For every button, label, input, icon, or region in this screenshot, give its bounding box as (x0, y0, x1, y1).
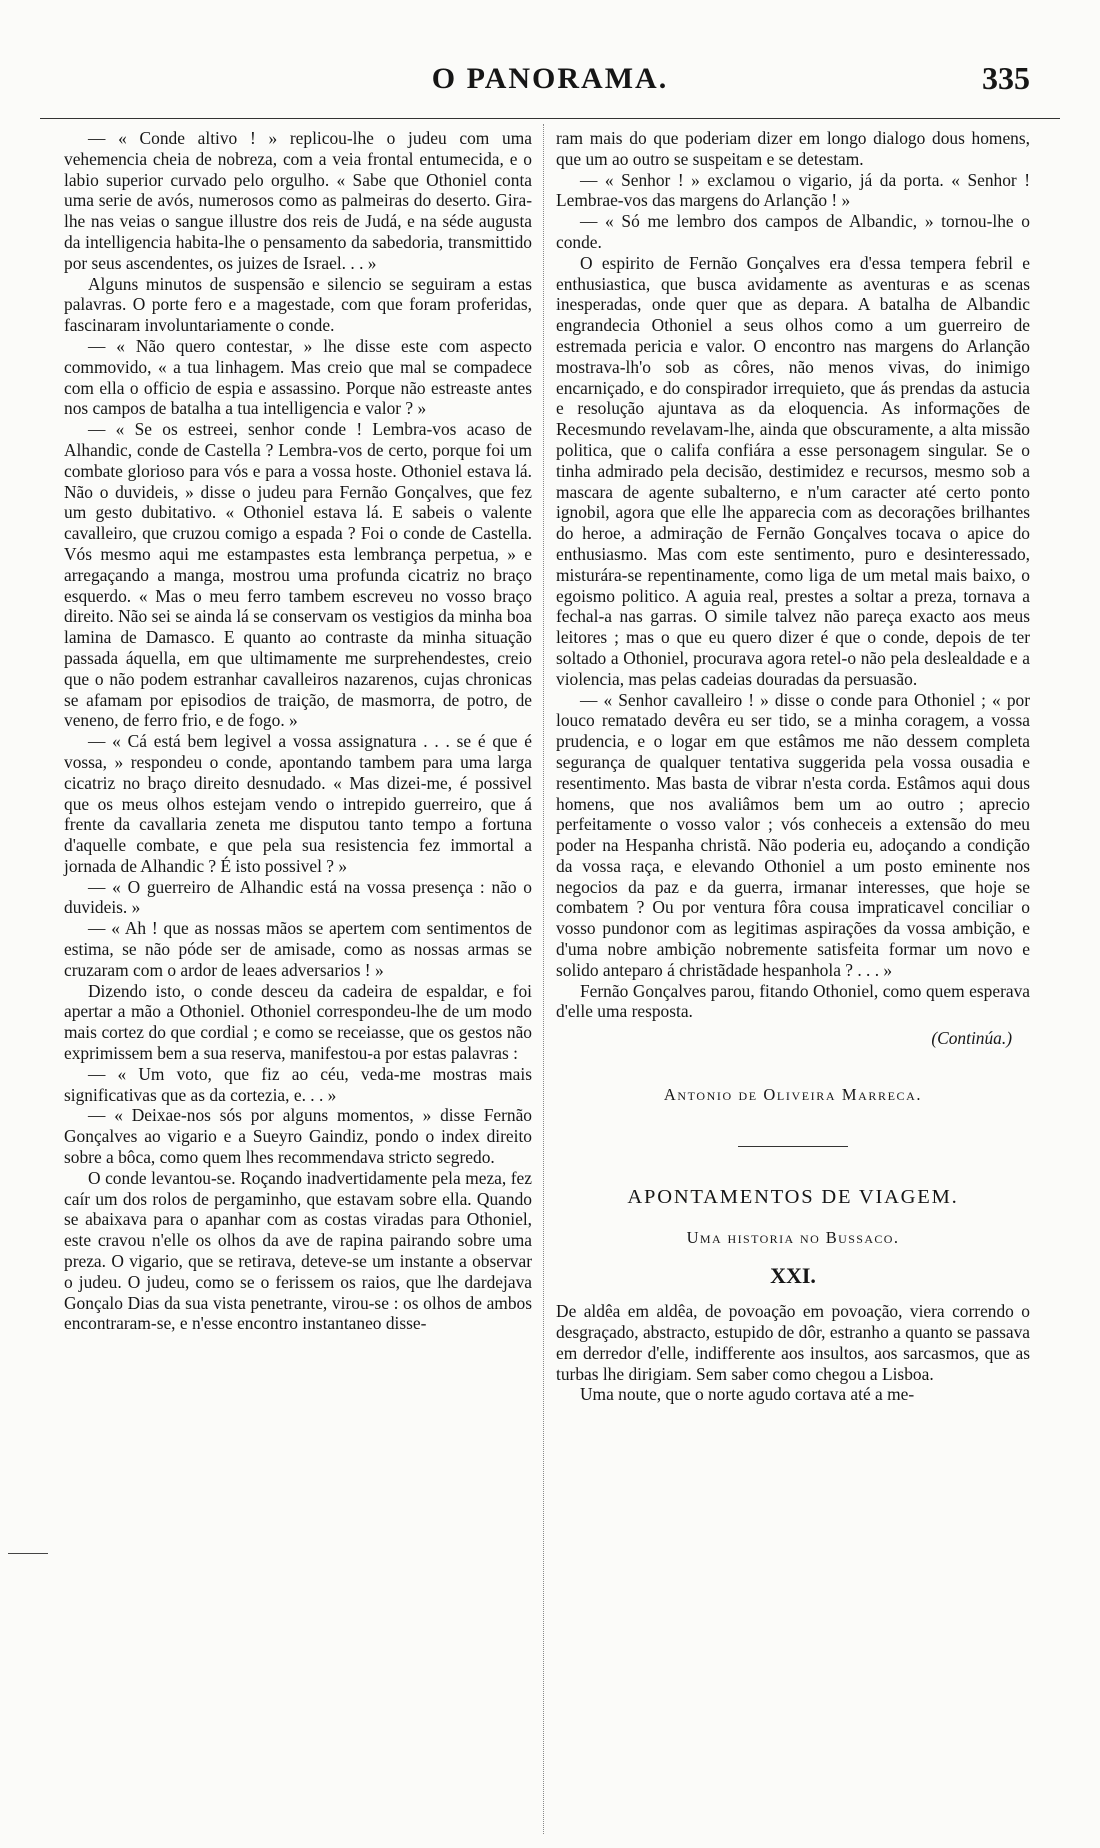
column-divider (543, 124, 544, 1834)
paragraph: — « Ah ! que as nossas mãos se apertem com sentimentos de estima, se não póde ser de amisade, como as nossas armas se cruzaram com o ardor de leaes adversarios ! » (64, 918, 532, 980)
paragraph: Dizendo isto, o conde desceu da cadeira de espaldar, e foi apertar a mão a Othoniel. Othoniel correspondeu-lhe de um modo mais cortez do que cordial ; e como se receiasse, que os gestos não exprimissem bem a sua reserva, manifestou-a por estas palavras : (64, 980, 532, 1064)
paragraph: Uma noute, que o norte agudo cortava até a me- (580, 1384, 915, 1405)
chapter-number: XXI. (770, 1263, 816, 1289)
paragraph: — « Conde altivo ! » replicou-lhe o judeu com uma vehemencia cheia de nobreza, com a veia frontal entumecida, e o labio superior curvado pelo orgulho. « Sabe que Othoniel conta uma serie de avós, numerosos como as palmeiras do deserto. Gira-lhe nas veias o sangue illustre dos reis de Judá, e na séde augusta da intelligencia habita-lhe o pensamento da sabedoria, transmittido por seus ascendentes, os juizes de Israel. . . » (64, 128, 532, 273)
author-signature: Antonio de Oliveira Marreca. (663, 1085, 923, 1105)
section-separator (738, 1146, 848, 1147)
paragraph: — « Cá está bem legivel a vossa assignatura . . . se é que é vossa, » respondeu o conde, apontando tambem para uma larga cicatriz no braço direito desnudado. « Mas dizei-me, é possivel que os meus olhos estejam vendo o intrepido guerreiro, que á frente da cavallaria zeneta me disputou tanto tempo a fortuna d'aquelle combate, e que pela sua resistencia fez immortal a jornada de Alhandic ? É isto possivel ? » (64, 731, 532, 876)
header-rule (40, 118, 1060, 119)
paragraph: — « Um voto, que fiz ao céu, veda-me mostras mais significativas que as da cortezia, e. . . » (64, 1063, 532, 1105)
paragraph: — « Deixae-nos sós por alguns momentos, » disse Fernão Gonçalves ao vigario e a Sueyro Gaindiz, pondo o index direito sobre a bôca, como quem lhes recommendava stricto segredo. (64, 1105, 532, 1168)
page-number: 335 (982, 60, 1030, 96)
right-column (556, 128, 1030, 1405)
paragraph: — « O guerreiro de Alhandic está na vossa presença : não o duvideis. » (64, 876, 532, 918)
margin-mark (8, 1553, 48, 1554)
paragraph: De aldêa em aldêa, de povoação em povoação, viera correndo o desgraçado, abstracto, estupido de dôr, estranho a quanto se passava em derredor d'elle, indifferente aos insultos, aos sarcasmos, que as turbas lhe dirigiam. Sem saber como chegou a Lisboa. (556, 1301, 1030, 1384)
section-title: APONTAMENTOS DE VIAGEM. (627, 1185, 959, 1208)
page-header-title: O PANORAMA. (431, 62, 669, 95)
paragraph: ram mais do que poderiam dizer em longo dialogo dous homens, que um ao outro se suspeitam e se detestam. (556, 128, 1030, 169)
paragraph: — « Só me lembro dos campos de Albandic, » tornou-lhe o conde. (556, 211, 1030, 252)
paragraph: — « Senhor cavalleiro ! » disse o conde para Othoniel ; « por louco rematado devêra eu ser tido, se a minha coragem, a vossa prudencia, e o logar em que estâmos me não dessem completa segurança de qualquer tentativa suggerida pela vossa ousadia e resentimento. Mas basta de vibrar n'esta corda. Estâmos aqui dous homens, que nos avaliâmos bem um ao outro ; aprecio perfeitamente o vosso valor ; vós conheceis a extensão do meu poder na Hespanha christã. Não poderia eu, adoçando a condição da vossa raça, e elevando Othoniel a um posto eminente nos negocios da paz e da guerra, irmanar interesses, que hoje se combatem ? Ou por ventura fôra cousa impraticavel conciliar o vosso pundonor com as legitimas aspirações da vossa ambição, e d'uma nobre ambição nobremente satisfeita formar um novo e solido anteparo á christãdade hespanhola ? . . . » (556, 689, 1030, 980)
paragraph: O conde levantou-se. Roçando inadvertidamente pela meza, fez caír um dos rolos de pergaminho, que estavam sobre ella. Quando se abaixava para o apanhar com as costas viradas para Othoniel, este cravou n'elle os olhos da ave de rapina pairando sobre uma preza. O vigario, que se retirava, deteve-se um instante a observar o judeu. O judeu, como se o ferissem os raios, que lhe dardejava Gonçalo Dias da sua vista penetrante, virou-se : os olhos de ambos encontraram-se, e n'esse encontro instantaneo disse- (64, 1167, 532, 1334)
paragraph: Alguns minutos de suspensão e silencio se seguiram a estas palavras. O porte fero e a magestade, com que foram proferidas, fascinaram involuntariamente o conde. (64, 273, 532, 336)
continua-note: (Continúa.) (931, 1028, 1012, 1049)
section-subtitle: Uma historia no Bussaco. (686, 1227, 900, 1247)
paragraph: Fernão Gonçalves parou, fitando Othoniel, como quem esperava d'elle uma resposta. (556, 980, 1030, 1022)
paragraph: — « Não quero contestar, » lhe disse este com aspecto commovido, « a tua linhagem. Mas creio que mal se compadece com ella o officio de espia e assassino. Porque não estreaste antes nos campos de batalha a tua intelligencia e valor ? » (64, 335, 532, 419)
paragraph: O espirito de Fernão Gonçalves era d'essa tempera febril e enthusiastica, que busca avidamente as aventuras e as scenas inesperadas, onde quer que as depara. A batalha de Albandic engrandecia Othoniel a seus olhos como a um guerreiro de estremada pericia e valor. O encontro nas margens do Arlanção mostrava-lh'o sob as côres, não menos vivas, do inimigo encarniçado, e do conspirador irrequieto, que ás prendas da astucia e resolução ajuntava as da eloquencia. As informações de Recesmundo revelavam-lhe, ainda que obscuramente, a alta missão politica, que o califa confiára a esse personagem singular. Se o tinha admirado pela decisão, destimidez e recursos, mesmo sob a mascara de agente subalterno, e n'um caracter até certo ponto ignobil, agora que elle lhe apparecia com as decorações brilhantes do heroe, a admiração de Fernão Gonçalves tocava o apice do enthusiasmo. Mas com este sentimento, puro e desinteressado, misturára-se repentinamente, como liga de um metal mais baixo, o egoismo politico. A aguia real, prestes a soltar a preza, tornava a fechal-a nas garras. O simile talvez não pareça exacto aos meus leitores ; mas o que eu quero dizer é que o conde, depois de ter soltado a Othoniel, procurava agora retel-o não pela deslealdade e a violencia, mas pelas cadeias douradas da persuasão. (556, 252, 1030, 689)
paragraph: — « Se os estreei, senhor conde ! Lembra-vos acaso de Alhandic, conde de Castella ? Lembra-vos de certo, porque foi um combate glorioso para vós e para a vossa hoste. Othoniel estava lá. Não o duvideis, » disse o judeu para Fernão Gonçalves, que fez um gesto dubitativo. « Othoniel estava lá. E sabeis o valente cavalleiro, que cruzou comigo a espada ? Foi o conde de Castella. Vós mesmo aqui me estampastes esta lembrança perpetua, » e arregaçando a manga, mostrou uma profunda cicatriz no braço esquerdo. « Mas o meu ferro tambem escreveu no vosso braço direito. Não sei se ainda lá se conservam os vestigios da minha boa lamina de Damasco. E quanto ao contraste da minha situação passada áquella, em que ultimamente me surprehendestes, creio que o não podem estranhar cavalleiros nazarenos, cujas chronicas se afamam por episodios de traição, de masmorra, de potro, de veneno, de ferro frio, e de fogo. » (64, 419, 532, 731)
paragraph: — « Senhor ! » exclamou o vigario, já da porta. « Senhor ! Lembrae-vos das margens do Arlanção ! » (556, 169, 1030, 211)
left-column (64, 128, 532, 1334)
